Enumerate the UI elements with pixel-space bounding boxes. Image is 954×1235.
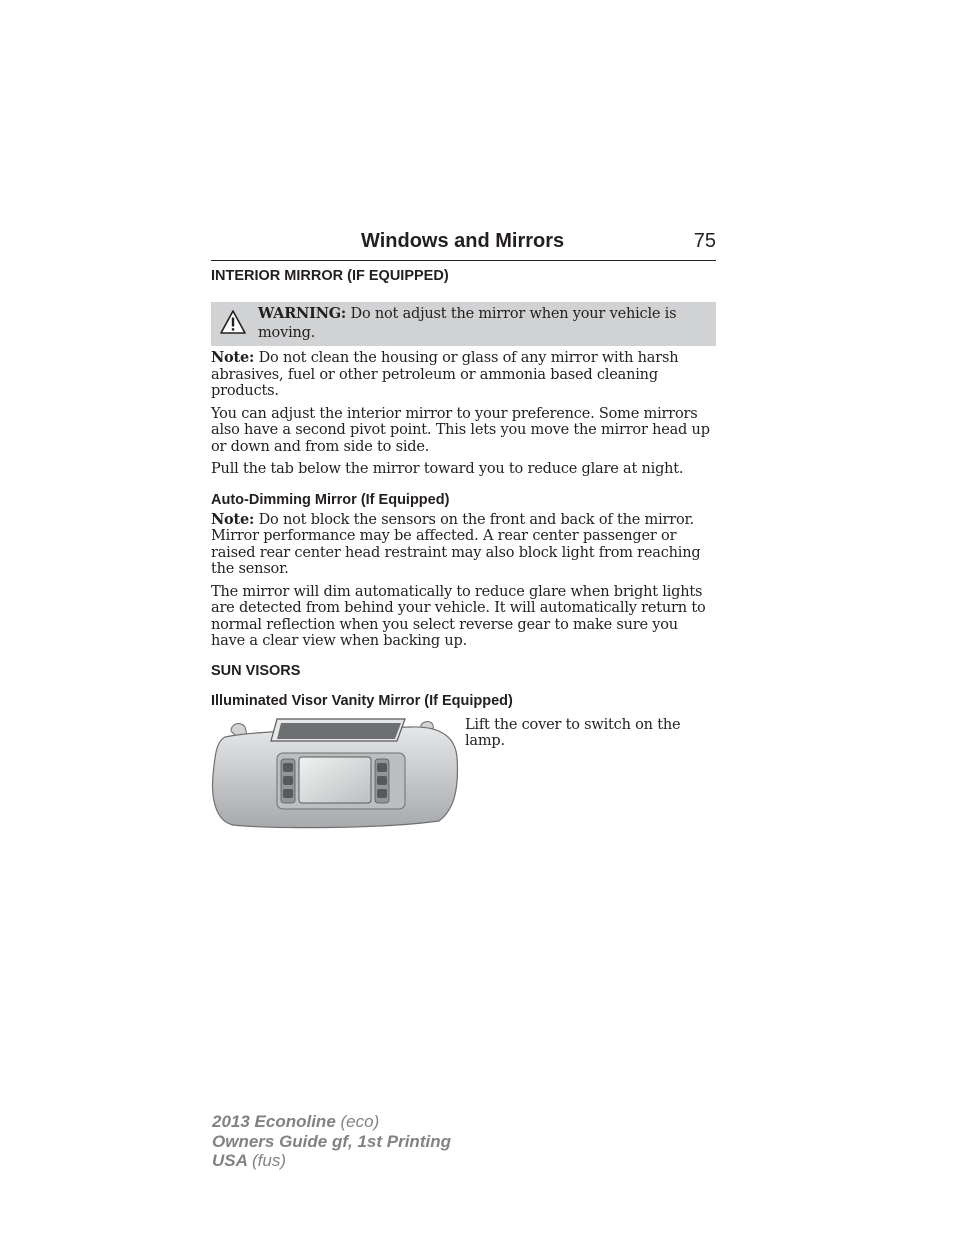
visor-caption: Lift the cover to switch on the lamp. — [465, 716, 681, 749]
warning-label: WARNING: — [258, 305, 347, 322]
page-header — [211, 228, 716, 261]
footer-line-market — [212, 1151, 451, 1171]
paragraph-reduce-glare: Pull the tab below the mirror toward you to reduce glare at night. — [211, 461, 684, 477]
note-label: Note: — [211, 510, 255, 528]
page-number: 75 — [693, 230, 716, 252]
sun-visor-illustration — [211, 717, 461, 833]
section-heading-auto-dimming: Auto-Dimming Mirror (If Equipped) — [211, 491, 450, 508]
note-label: Note: — [211, 349, 255, 366]
note-text: Do not clean the housing or glass of any mirror with harsh abrasives, fuel or other petroleum or ammonia based cleaning products. — [211, 350, 679, 399]
footer-line-model — [212, 1112, 451, 1132]
warning-message: Do not adjust the mirror when your vehicle is moving. — [258, 306, 677, 341]
warning-triangle-icon — [219, 309, 247, 335]
page-footer — [212, 1112, 451, 1171]
footer-model-code: (eco) — [340, 1112, 380, 1131]
section-heading-vanity-mirror: Illuminated Visor Vanity Mirror (If Equipped) — [211, 692, 513, 709]
visor-figure-row — [211, 717, 716, 837]
footer-market: USA — [212, 1151, 248, 1170]
warning-box — [211, 302, 716, 346]
note-text: Do not block the sensors on the front and back of the mirror. Mirror performance may be affected. A rear center passenger or raised rear center head restraint may also block light from reaching the sensor. — [211, 511, 701, 577]
paragraph-adjust-mirror: You can adjust the interior mirror to your preference. Some mirrors also have a second pivot point. This lets you move the mirror head up or down and from side to side. — [211, 405, 710, 455]
note-paragraph-auto-dimming — [211, 512, 716, 578]
footer-line-guide: Owners Guide gf, 1st Printing — [212, 1131, 451, 1151]
page-content — [211, 266, 716, 837]
page-title: Windows and Mirrors — [361, 230, 565, 252]
footer-model: 2013 Econoline — [212, 1112, 336, 1131]
section-heading-interior-mirror: INTERIOR MIRROR (IF EQUIPPED) — [211, 268, 449, 284]
section-heading-sun-visors: SUN VISORS — [211, 662, 301, 679]
paragraph-auto-dim: The mirror will dim automatically to reduce glare when bright lights are detected from behind your vehicle. It will automatically return to normal reflection when you select reverse gear to make sure you have a clear view when backing up. — [211, 583, 706, 649]
note-paragraph — [211, 350, 716, 400]
warning-text — [258, 304, 686, 343]
footer-market-code: (fus) — [252, 1151, 286, 1170]
